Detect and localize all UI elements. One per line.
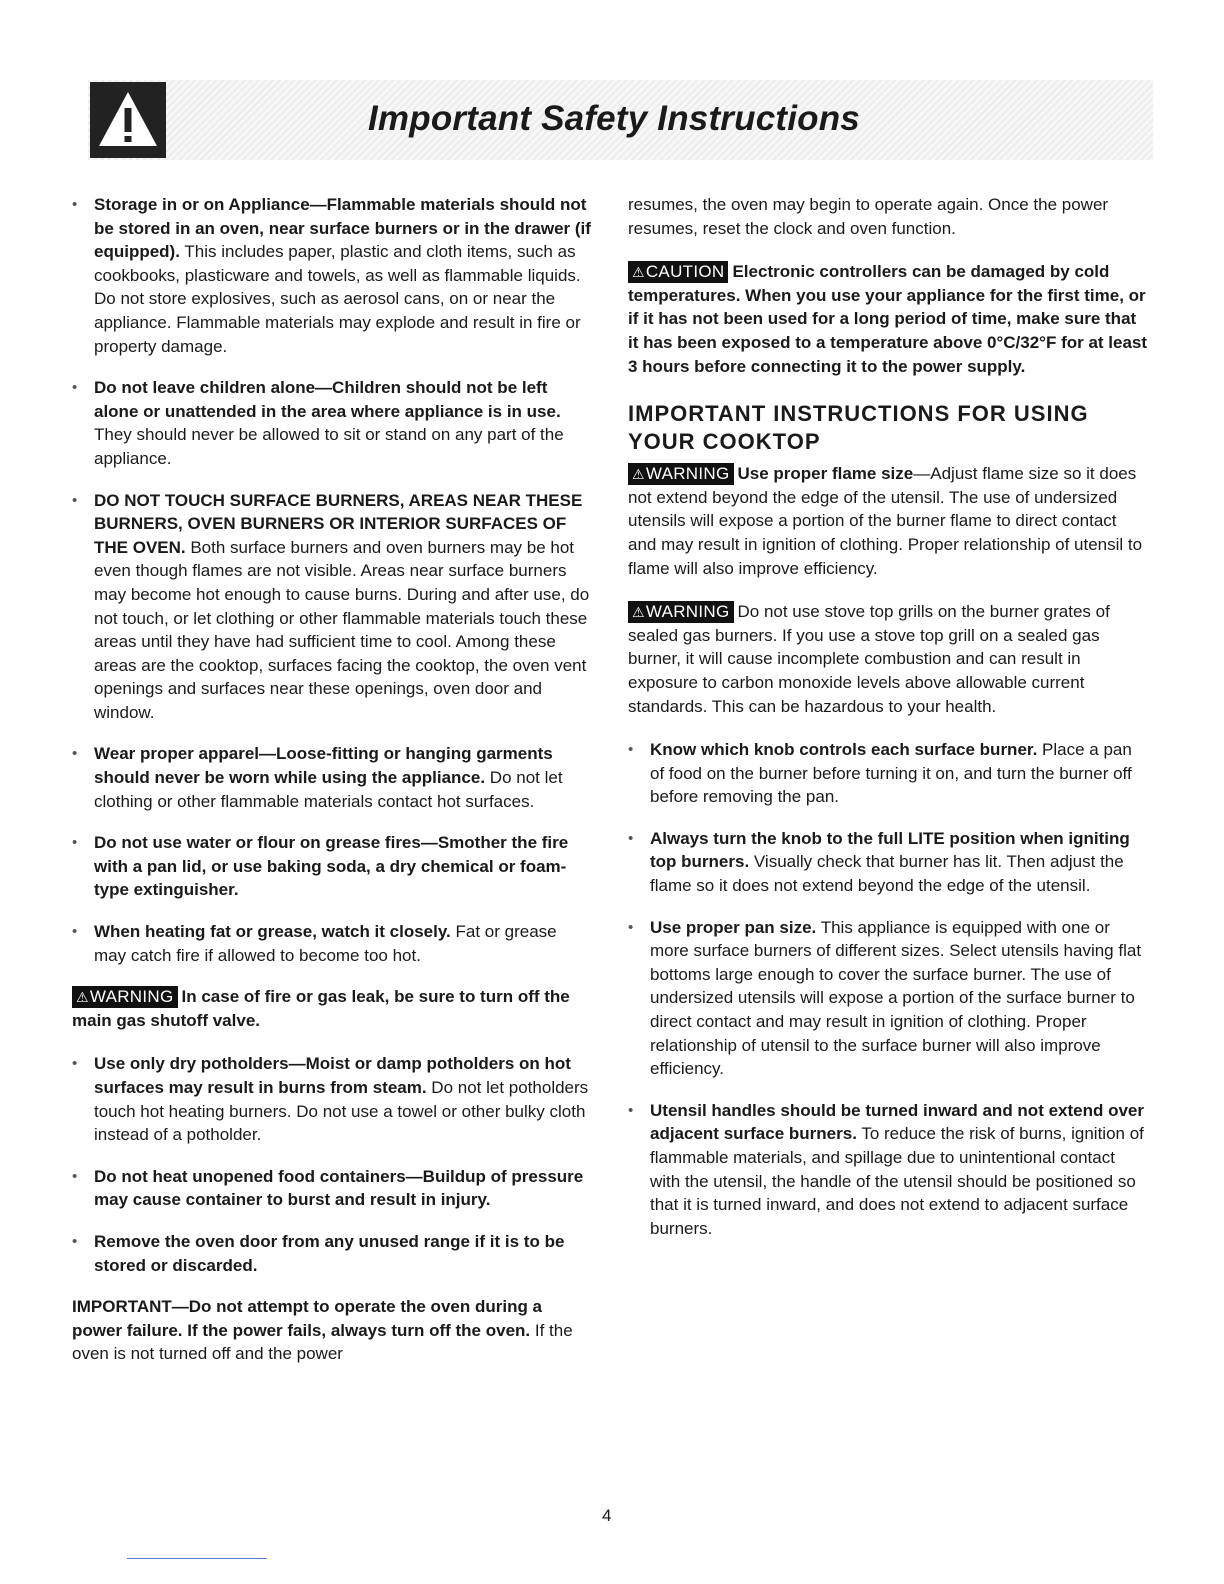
list-item: • Do not use water or flour on grease fires—Smother the fire with a pan lid, or use baking soda, a dry chemical or foam-type extinguisher. (72, 831, 592, 902)
warning-icon (90, 82, 166, 158)
caution-cold: ⚠CAUTION Electronic controllers can be damaged by cold temperatures. When you use your appliance for the first time, or if it has not been used for a long period of time, make sure that it has been exposed to a temperature above 0°C/32°F for at least 3 hours before connecting it to the power supply. (628, 262, 1148, 376)
warning-badge: ⚠WARNING (628, 601, 734, 623)
list-item: • Remove the oven door from any unused range if it is to be stored or discarded. (72, 1230, 592, 1277)
section-title: IMPORTANT INSTRUCTIONS FOR USING YOUR COOKTOP (628, 401, 1089, 455)
warning-gas-leak: ⚠WARNING In case of fire or gas leak, be sure to turn off the main gas shutoff valve. (72, 987, 570, 1030)
list-item: • DO NOT TOUCH SURFACE BURNERS, AREAS NEAR THESE BURNERS, OVEN BURNERS OR INTERIOR SURFACES OF THE OVEN. Both surface burners and oven burners may be hot even though flames are not visible. Areas near surface burners may become hot enough to cause burns. During and after use, do not touch, or let clothing or other flammable materials touch these areas until they have had sufficient time to cool. Among these areas are the cooktop, surfaces facing the cooktop, the oven vent openings and surfaces near these openings, oven door and window. (72, 489, 592, 725)
left-column (72, 193, 592, 1366)
list-item: • Do not heat unopened food containers—Buildup of pressure may cause container to burst and result in injury. (72, 1165, 592, 1212)
list-item: • Use only dry potholders—Moist or damp potholders on hot surfaces may result in burns from steam. Do not let potholders touch hot heating burners. Do not use a towel or other bulky cloth instead of a potholder. (72, 1052, 592, 1146)
page-title: Important Safety Instructions (368, 99, 860, 138)
alert-triangle-icon: ⚠ (632, 264, 645, 281)
alert-triangle-icon: ⚠ (632, 466, 645, 483)
list-item: • Use proper pan size. This appliance is equipped with one or more surface burners of different sizes. Select utensils having flat bottoms large enough to cover the surface burner. The use of undersized utensils will expose a portion of the surface burner to direct contact and may result in ignition of clothing. Proper relationship of utensil to the surface burner will also improve efficiency. (628, 916, 1148, 1081)
warning-flame-size: ⚠WARNING Use proper flame size—Adjust flame size so it does not extend beyond the edge of the utensil. The use of undersized utensils will expose a portion of the burner flame to direct contact and may result in ignition of clothing. Proper relationship of utensil to flame will also improve efficiency. (628, 464, 1143, 578)
right-column (628, 193, 1148, 1258)
important-power-failure: IMPORTANT—Do not attempt to operate the oven during a power failure. If the power fails, always turn off the oven. If the oven is not turned off and the power (72, 1297, 573, 1364)
page-header (88, 80, 1153, 160)
list-item: • Know which knob controls each surface burner. Place a pan of food on the burner before turning it on, and turn the burner off before removing the pan. (628, 738, 1148, 809)
alert-triangle-icon: ⚠ (76, 989, 89, 1006)
list-item: • Do not leave children alone—Children should not be left alone or unattended in the area where appliance is in use. They should never be allowed to sit or stand on any part of the appliance. (72, 376, 592, 470)
caution-badge: ⚠CAUTION (628, 261, 728, 283)
page-number: 4 (602, 1506, 612, 1525)
warning-badge: ⚠WARNING (628, 463, 734, 485)
list-item: • When heating fat or grease, watch it closely. Fat or grease may catch fire if allowed to become too hot. (72, 920, 592, 967)
alert-triangle-icon: ⚠ (632, 604, 645, 621)
continuation-text: resumes, the oven may begin to operate again. Once the power resumes, reset the clock and oven function. (628, 195, 1109, 238)
warning-grills: ⚠WARNING Do not use stove top grills on the burner grates of sealed gas burners. If you use a stove top grill on a sealed gas burner, it will cause incomplete combustion and can result in exposure to carbon monoxide levels above allowable current standards. This can be hazardous to your health. (628, 602, 1110, 716)
warning-badge: ⚠WARNING (72, 986, 178, 1008)
footer-divider (127, 1558, 267, 1559)
list-item: • Always turn the knob to the full LITE position when igniting top burners. Visually check that burner has lit. Then adjust the flame so it does not extend beyond the edge of the utensil. (628, 827, 1148, 898)
list-item: • Utensil handles should be turned inward and not extend over adjacent surface burners. To reduce the risk of burns, ignition of flammable materials, and spillage due to unintentional contact with the utensil, the handle of the utensil should be positioned so that it is turned inward, and does not extend to adjacent surface burners. (628, 1099, 1148, 1241)
list-item: • Wear proper apparel—Loose-fitting or hanging garments should never be worn while using the appliance. Do not let clothing or other flammable materials contact hot surfaces. (72, 742, 592, 813)
list-item: • Storage in or on Appliance—Flammable materials should not be stored in an oven, near surface burners or in the drawer (if equipped). This includes paper, plastic and cloth items, such as cookbooks, plasticware and towels, as well as flammable liquids. Do not store explosives, such as aerosol cans, on or near the appliance. Flammable materials may explode and result in fire or property damage. (72, 193, 592, 358)
